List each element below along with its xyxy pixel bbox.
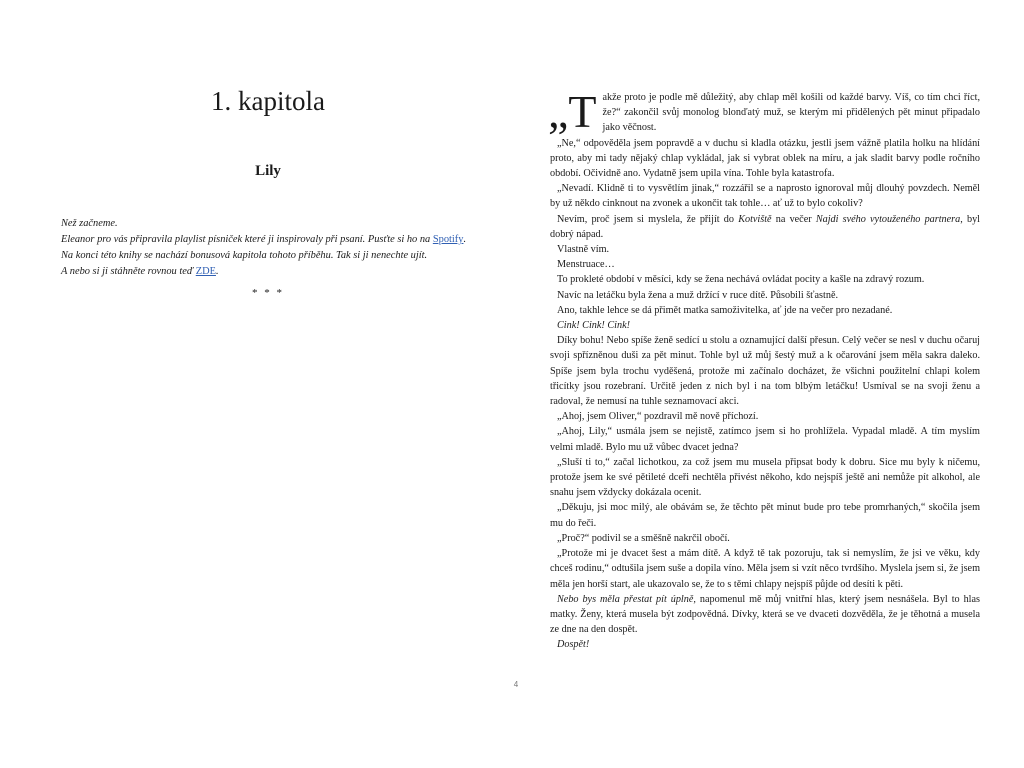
intro-text: A nebo si ji stáhněte rovnou teď: [61, 266, 196, 277]
intro-line: [61, 232, 491, 248]
intro-line: [61, 264, 491, 280]
chapter-name: Lily: [255, 163, 281, 179]
paragraph: Nebo bys měla přestat pít úplně, napomenul mě můj vnitřní hlas, který jsem nesnášela. Byl to hlas matky. Ženy, která musela být zodpovědná. Dívky, která se ve dvaceti dozvěděla, že je těhotná a musela ze dne na den dospět.: [550, 593, 980, 636]
paragraph: Díky bohu! Nebo spíše ženě sedící u stolu a oznamující další přesun. Celý večer se nesl v duchu očaruj svoji spřízněnou duši za pět minut. Tohle byl už můj šestý muž a k očarování jsem měla sakra daleko. Spíše jsem byla trochu vyděšená, protože mi začínalo docházet, že všichni použitelní chlapi kolem třicítky jsou rozebraní. Určitě jeden z nich byl i na tom blbým letáčku! Usmíval se na svoji ženu a radoval, že nemusí na tuhle seznamovací akci.: [550, 335, 980, 408]
paragraph: „Nevadí. Klidně ti to vysvětlím jinak,“ rozzářil se a naprosto ignoroval můj dlouhý povzdech. Neměl by už někdo cinknout na zvonek a ukončit tak tohle… ať už to bylo cokoliv?: [550, 183, 980, 210]
intro-line: Na konci této knihy se nachází bonusová kapitola tohoto příběhu. Tak si ji nenechte ujít.: [61, 250, 428, 261]
intro-text: Eleanor pro vás připravila playlist písniček které ji inspirovaly při psaní. Pusťte si ho na: [61, 234, 433, 245]
paragraph: „Ahoj, Lily,“ usmála jsem se nejistě, zatímco jsem si ho prohlížela. Vypadal mladě. A tím myslím velmi mladě. Bylo mu už vůbec dvacet jedna?: [550, 426, 980, 453]
paragraph: „Ne,“ odpověděla jsem popravdě a v duchu si kladla otázku, jestli jsem vážně platila holku na hlídání proto, aby mi tady nějaký chlap vykládal, jak si vybrat oblek na míru, a jak sladit barvy podle ročního období. Očividně ano. Vydatně jsem upila vína. Tohle byla katastrofa.: [550, 137, 980, 180]
chapter-title: 1. kapitola: [211, 86, 325, 116]
intro-punctuation: .: [463, 234, 467, 245]
drop-cap: „T: [548, 86, 597, 137]
paragraph: Menstruace…: [557, 259, 615, 271]
paragraph: Ano, takhle lehce se dá přimět matka samoživitelka, ať jde na večer pro nezadané.: [557, 304, 893, 316]
section-separator: * * *: [252, 287, 284, 299]
paragraph: Nevím, proč jsem si myslela, že přijít do Kotviště na večer Najdi svého vytouženého partnera, byl dobrý nápad.: [550, 213, 980, 240]
paragraph: Navíc na letáčku byla žena a muž držící v ruce dítě. Působili šťastně.: [557, 289, 839, 301]
paragraph: „Protože mi je dvacet šest a mám dítě. A když tě tak pozoruju, tak si nemyslím, že jsi ve věku, kdy chceš rodinu,“ odtušila jsem suše a dopila víno. Měla jsem si vzít něco tvrdšího. Myslela jsem si, že jsem měla jen horší start, ale ukazovalo se, že to s těmi chlapy nejspíš půjde od desíti k pěti.: [550, 548, 980, 590]
paragraph: Dospět!: [557, 639, 590, 651]
chapter-text: [548, 86, 980, 653]
intro-line: Než začneme.: [61, 218, 118, 229]
intro-punctuation: .: [215, 266, 219, 277]
paragraph: Cink! Cink! Cink!: [557, 320, 630, 332]
paragraph: „Děkuju, jsi moc milý, ale obávám se, že těchto pět minut bude pro tebe promrhaných,“ skočila jsem mu do řeči.: [550, 502, 980, 529]
paragraph: To prokleté období v měsíci, kdy se žena nechává ovládat pocity a kašle na zdravý rozum.: [557, 274, 925, 286]
download-link[interactable]: ZDE: [195, 266, 216, 277]
paragraph: „Proč?“ podivil se a směšně nakrčil obočí.: [557, 532, 730, 544]
paragraph: „Sluší ti to,“ začal lichotkou, za což jsem mu musela připsat body k dobru. Sice mu byly k ničemu, protože jsem ke své pětileté dceři nechtěla přivést někoho, kdo nejspíš ještě ani nemůže pít alkohol, ale snahu jsem vždycky dokázala ocenit.: [550, 456, 980, 499]
intro-note: [61, 216, 491, 280]
paragraph: Vlastně vím.: [557, 244, 610, 256]
page-number: 4: [513, 680, 519, 689]
spotify-link[interactable]: Spotify: [432, 234, 464, 245]
paragraph: „T akže proto je podle mě důležitý, aby chlap měl košili od každé barvy. Víš, co tím chci říct, že?“ zakončil svůj monolog blonďatý muž, se kterým mi přidělených pět minut připadalo jako věčnost.: [548, 86, 980, 137]
paragraph: „Ahoj, jsem Oliver,“ pozdravil mě nově příchozí.: [557, 411, 759, 423]
